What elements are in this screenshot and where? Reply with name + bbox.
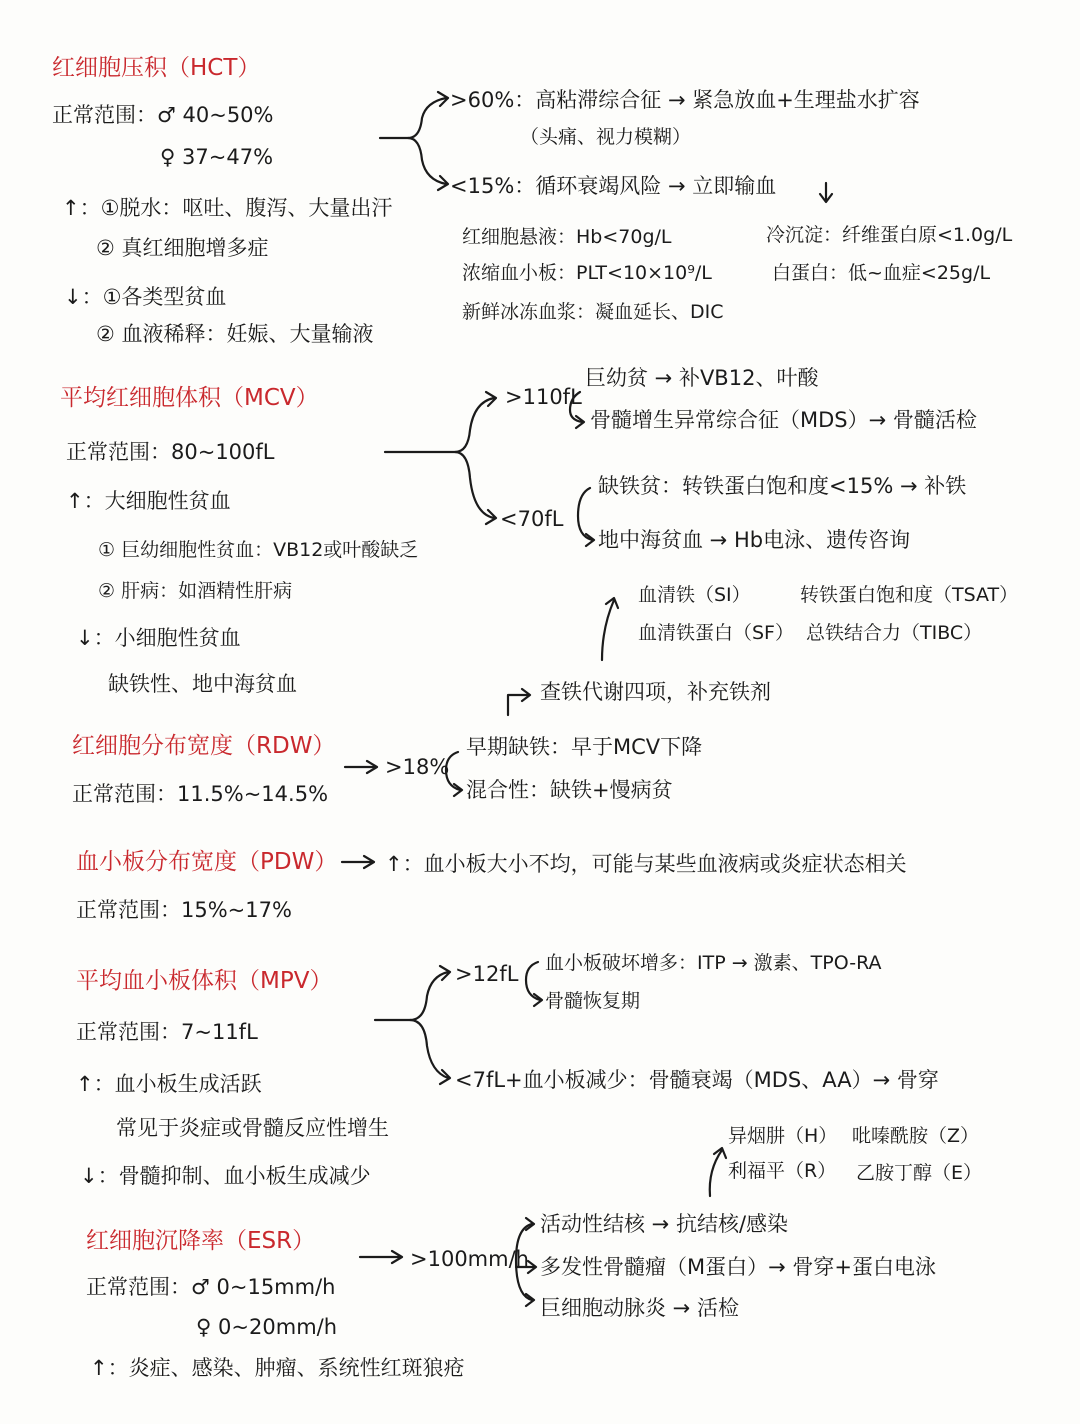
mpv-low-branch: <7fL+血小板减少：骨髓衰竭（MDS、AA）→ 骨穿 — [455, 1068, 939, 1092]
hct-up-2: ② 真红细胞增多症 — [96, 236, 269, 260]
mcv-title: 平均红细胞体积（MCV） — [60, 385, 319, 411]
hct-up: ↑：①脱水：呕吐、腹泻、大量出汗 — [62, 196, 393, 220]
mcv-up-1: ① 巨幼细胞性贫血：VB12或叶酸缺乏 — [98, 539, 419, 561]
esr-branch-1: 活动性结核 → 抗结核/感染 — [540, 1212, 789, 1236]
rdw-arrow — [345, 761, 377, 773]
hct-plt: 浓缩血小板：PLT<10×10⁹/L — [462, 262, 712, 284]
mpv-up: ↑：血小板生成活跃 — [76, 1072, 262, 1096]
esr-normal-male: 正常范围：♂ 0~15mm/h — [86, 1275, 336, 1299]
mcv-low-sub-arrow — [578, 488, 594, 546]
hct-down: ↓：①各类型贫血 — [64, 285, 227, 309]
mpv-high-thresh: >12fL — [455, 962, 519, 986]
mpv-high-sub-arrow — [526, 962, 542, 1006]
hct-cryo: 冷沉淀：纤维蛋白原<1.0g/L — [766, 224, 1013, 246]
esr-thresh: >100mm/h — [410, 1247, 529, 1271]
mcv-low-thresh: <70fL — [500, 507, 564, 531]
mcv-up: ↑：大细胞性贫血 — [66, 489, 231, 513]
mcv-down-1: 缺铁性、地中海贫血 — [108, 672, 297, 696]
mcv-brace-arrow — [385, 392, 496, 452]
iron-up-arrow — [602, 598, 618, 660]
drug-e: 乙胺丁醇（E） — [856, 1162, 983, 1184]
iron-check: 查铁代谢四项，补充铁剂 — [540, 680, 771, 704]
mcv-high-thresh: >110fL — [505, 385, 582, 409]
hct-albumin: 白蛋白：低~血症<25g/L — [772, 262, 991, 284]
hct-high-sub: （头痛、视力模糊） — [520, 126, 692, 148]
hct-low-branch: <15%：循环衰竭风险 → 立即输血 — [450, 174, 777, 198]
mcv-low-2: 地中海贫血 → Hb电泳、遗传咨询 — [598, 528, 911, 552]
hct-high-branch: >60%：高粘滞综合征 → 紧急放血+生理盐水扩容 — [450, 88, 920, 112]
mpv-down: ↓：骨髓抑制、血小板生成减少 — [80, 1164, 371, 1188]
rdw-mixed: 混合性：缺铁+慢病贫 — [466, 778, 673, 802]
iron-tibc: 总铁结合力（TIBC） — [806, 622, 983, 644]
pdw-arrow — [342, 856, 374, 868]
mcv-low-1: 缺铁贫：转铁蛋白饱和度<15% → 补铁 — [598, 474, 967, 498]
hct-normal-male: 正常范围：♂ 40~50% — [52, 103, 274, 127]
drug-h: 异烟肼（H） — [728, 1125, 838, 1147]
hct-normal-female: ♀ 37~47% — [160, 145, 274, 169]
rdw-title: 红细胞分布宽度（RDW） — [72, 733, 336, 759]
iron-sf: 血清铁蛋白（SF） — [638, 622, 794, 644]
hct-down-2: ② 血液稀释：妊娠、大量输液 — [96, 322, 374, 346]
hct-title: 红细胞压积（HCT） — [52, 55, 261, 81]
pdw-title: 血小板分布宽度（PDW） — [76, 849, 338, 875]
mpv-high-1: 血小板破坏增多：ITP → 激素、TPO-RA — [545, 952, 882, 974]
drug-up-arrow — [710, 1148, 726, 1196]
pdw-note: ↑：血小板大小不均，可能与某些血液病或炎症状态相关 — [385, 852, 907, 876]
mcv-up-2: ② 肝病：如酒精性肝病 — [98, 580, 293, 602]
rdw-early: 早期缺铁：早于MCV下降 — [466, 735, 703, 759]
iron-check-arrow — [508, 689, 530, 715]
drug-z: 吡嗪酰胺（Z） — [852, 1125, 980, 1147]
esr-title: 红细胞沉降率（ESR） — [86, 1228, 316, 1254]
mpv-up-1: 常见于炎症或骨髓反应性增生 — [116, 1116, 389, 1140]
esr-branch-2: 多发性骨髓瘤（M蛋白）→ 骨穿+蛋白电泳 — [540, 1255, 936, 1279]
drug-r: 利福平（R） — [728, 1160, 837, 1182]
iron-tsat: 转铁蛋白饱和度（TSAT） — [800, 584, 1019, 606]
rdw-thresh: >18% — [385, 755, 450, 779]
mcv-normal: 正常范围：80~100fL — [66, 440, 275, 464]
mpv-normal: 正常范围：7~11fL — [76, 1020, 258, 1044]
mcv-down: ↓：小细胞性贫血 — [76, 626, 241, 650]
mpv-high-2: 骨髓恢复期 — [545, 990, 641, 1012]
mcv-brace-arrow — [455, 452, 496, 524]
iron-si: 血清铁（SI） — [638, 584, 751, 606]
pdw-normal: 正常范围：15%~17% — [76, 898, 292, 922]
mpv-title: 平均血小板体积（MPV） — [76, 968, 333, 994]
hct-transfuse-arrow — [820, 183, 832, 202]
esr-normal-female: ♀ 0~20mm/h — [196, 1315, 338, 1339]
mcv-high-2: 骨髓增生异常综合征（MDS）→ 骨髓活检 — [590, 408, 977, 432]
hct-ffp: 新鲜冰冻血浆：凝血延长、DIC — [462, 301, 724, 323]
hct-rbc: 红细胞悬液：Hb<70g/L — [462, 226, 672, 248]
rdw-normal: 正常范围：11.5%~14.5% — [72, 782, 329, 806]
hct-brace-arrow — [408, 138, 448, 190]
mcv-high-1: 巨幼贫 → 补VB12、叶酸 — [585, 366, 819, 390]
mpv-brace-arrow — [410, 1020, 450, 1084]
mpv-brace-arrow — [375, 966, 450, 1020]
hct-brace-arrow — [380, 92, 448, 138]
esr-branch-3: 巨细胞动脉炎 → 活检 — [540, 1296, 739, 1320]
esr-arrow — [360, 1251, 402, 1263]
esr-up: ↑：炎症、感染、肿瘤、系统性红斑狼疮 — [90, 1356, 465, 1380]
